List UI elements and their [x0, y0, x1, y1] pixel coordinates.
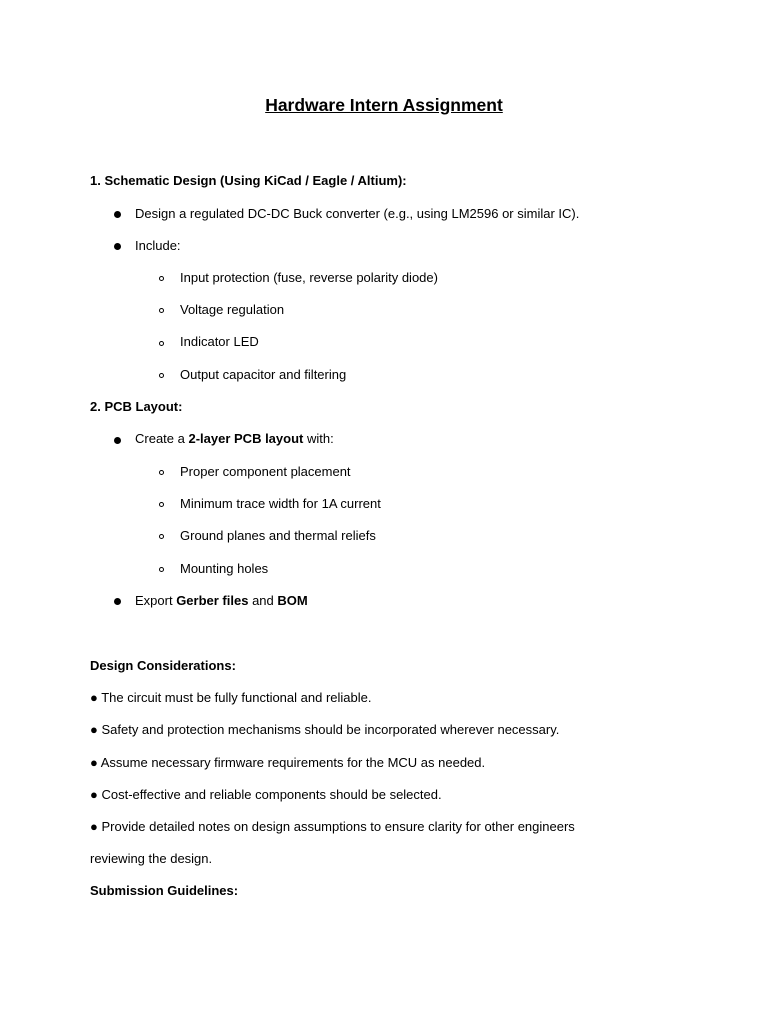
circle-bullet-icon — [159, 373, 164, 378]
circle-bullet-icon — [159, 276, 164, 281]
text-segment: and — [248, 593, 278, 608]
section-heading-schematic: 1. Schematic Design (Using KiCad / Eagle / Altium): — [90, 173, 407, 188]
list-item: Include: — [135, 238, 181, 253]
section-heading-pcb: 2. PCB Layout: — [90, 399, 183, 414]
list-item — [135, 592, 308, 610]
bold-text: BOM — [277, 593, 308, 608]
circle-bullet-icon — [159, 470, 164, 475]
list-item: Design a regulated DC-DC Buck converter (e.g., using LM2596 or similar IC). — [135, 206, 580, 221]
bullet-icon — [114, 211, 121, 218]
sub-list-item: Input protection (fuse, reverse polarity diode) — [180, 270, 438, 285]
sub-list-item: Output capacitor and filtering — [180, 367, 347, 382]
consideration-item: ● Assume necessary firmware requirements for the MCU as needed. — [90, 755, 486, 770]
sub-list-item: Voltage regulation — [180, 302, 285, 317]
text-segment: Export — [135, 593, 177, 608]
bullet-icon — [114, 598, 121, 605]
text-segment: Create a — [135, 431, 189, 446]
sub-list-item: Indicator LED — [180, 334, 259, 349]
bold-text: Gerber files — [176, 593, 249, 608]
sub-list-item: Proper component placement — [180, 464, 351, 479]
consideration-item: ● Provide detailed notes on design assumptions to ensure clarity for other engineers — [90, 819, 575, 834]
circle-bullet-icon — [159, 341, 164, 346]
sub-list-item: Minimum trace width for 1A current — [180, 496, 381, 511]
consideration-item: ● Safety and protection mechanisms should be incorporated wherever necessary. — [90, 722, 560, 737]
bullet-icon — [114, 437, 121, 444]
circle-bullet-icon — [159, 502, 164, 507]
consideration-item: ● The circuit must be fully functional and reliable. — [90, 690, 372, 705]
sub-list-item: Mounting holes — [180, 561, 269, 576]
bullet-icon — [114, 243, 121, 250]
circle-bullet-icon — [159, 567, 164, 572]
page-title: Hardware Intern Assignment — [265, 95, 503, 115]
text-segment: with: — [303, 431, 334, 446]
circle-bullet-icon — [159, 534, 164, 539]
sub-list-item: Ground planes and thermal reliefs — [180, 528, 376, 543]
consideration-item: ● Cost-effective and reliable components should be selected. — [90, 787, 442, 802]
section-heading-submission: Submission Guidelines: — [90, 883, 239, 898]
section-heading-considerations: Design Considerations: — [90, 658, 236, 673]
circle-bullet-icon — [159, 308, 164, 313]
list-item — [135, 430, 334, 448]
consideration-continuation: reviewing the design. — [90, 851, 213, 866]
bold-text: 2-layer PCB layout — [188, 431, 304, 446]
